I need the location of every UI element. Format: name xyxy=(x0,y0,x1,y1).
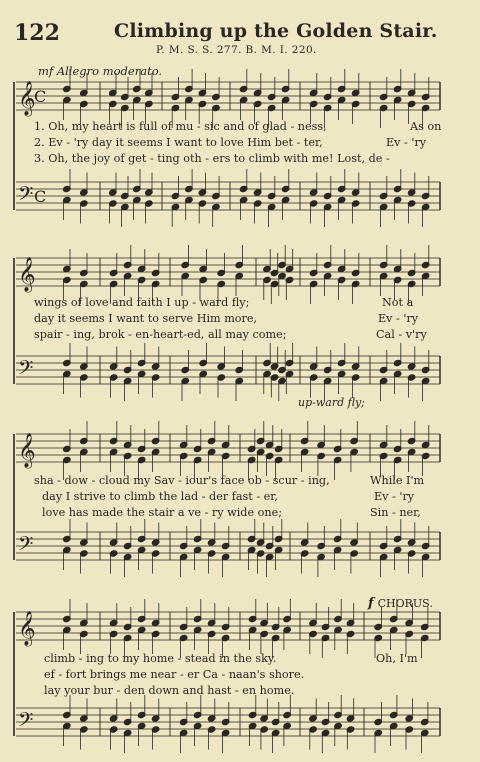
lyric-text: As on xyxy=(410,120,442,133)
lyric-text: lay your bur - den down and hast - en home. xyxy=(44,684,295,697)
bass-clef: 𝄢 xyxy=(18,182,34,210)
time-signature: C xyxy=(34,187,47,206)
chorus-dynamic: f xyxy=(368,596,374,611)
lyric-text: spair - ing, brok - en-heart-ed, all may come; xyxy=(34,328,287,341)
hymn-source: P. M. S. S. 277. B. M. I. 220. xyxy=(156,44,317,56)
lyric-text: Cal - v'ry xyxy=(376,328,427,341)
lyric-text: day it seems I want to serve Him more, xyxy=(34,312,258,325)
chorus-text: CHORUS. xyxy=(377,597,433,610)
lyric-text: ef - fort brings me near - er Ca - naan's shore. xyxy=(44,668,305,681)
lyric-text: climb - ing to my home - stead in the sky. xyxy=(44,652,277,665)
bass-clef: 𝄢 xyxy=(18,532,34,560)
lyric-text: While I'm xyxy=(370,474,425,487)
lower-voice-lyric: up-ward fly; xyxy=(298,396,365,409)
hymn-title: Climbing up the Golden Stair. xyxy=(114,20,438,42)
page-number: 122 xyxy=(14,20,60,46)
lyric-text: 3. Oh, the joy of get - ting oth - ers to climb with me! Lost, de - xyxy=(34,152,390,165)
lyric-text: Not a xyxy=(382,296,414,309)
treble-clef: 𝄞 xyxy=(18,257,36,292)
lyric-text: 1. Oh, my heart is full of mu - sic and of glad - ness, xyxy=(34,120,327,133)
lyric-text: 2. Ev - 'ry day it seems I want to love Him bet - ter, xyxy=(34,136,323,149)
lyric-text: love has made the stair a ve - ry wide one; xyxy=(42,506,282,519)
treble-clef: 𝄞 xyxy=(18,81,36,116)
bass-clef: 𝄢 xyxy=(18,708,34,736)
lyric-text: Ev - 'ry xyxy=(374,490,415,503)
lyric-text: day I strive to climb the lad - der fast - er, xyxy=(42,490,278,503)
lyric-text: Ev - 'ry xyxy=(378,312,419,325)
lyric-text: wings of love and faith I up - ward fly; xyxy=(34,296,250,309)
treble-clef: 𝄞 xyxy=(18,433,36,468)
time-signature: C xyxy=(34,87,47,106)
tempo-marking: mf Allegro moderato. xyxy=(38,64,163,78)
lyric-text: Ev - 'ry xyxy=(386,136,427,149)
lyric-text: sha - dow - cloud my Sav - iour's face ob - scur - ing, xyxy=(34,474,330,487)
treble-clef: 𝄞 xyxy=(18,611,36,646)
bass-clef: 𝄢 xyxy=(18,356,34,384)
lyric-text: Sin - ner, xyxy=(370,506,421,519)
lyric-text: Oh, I'm xyxy=(376,652,418,665)
